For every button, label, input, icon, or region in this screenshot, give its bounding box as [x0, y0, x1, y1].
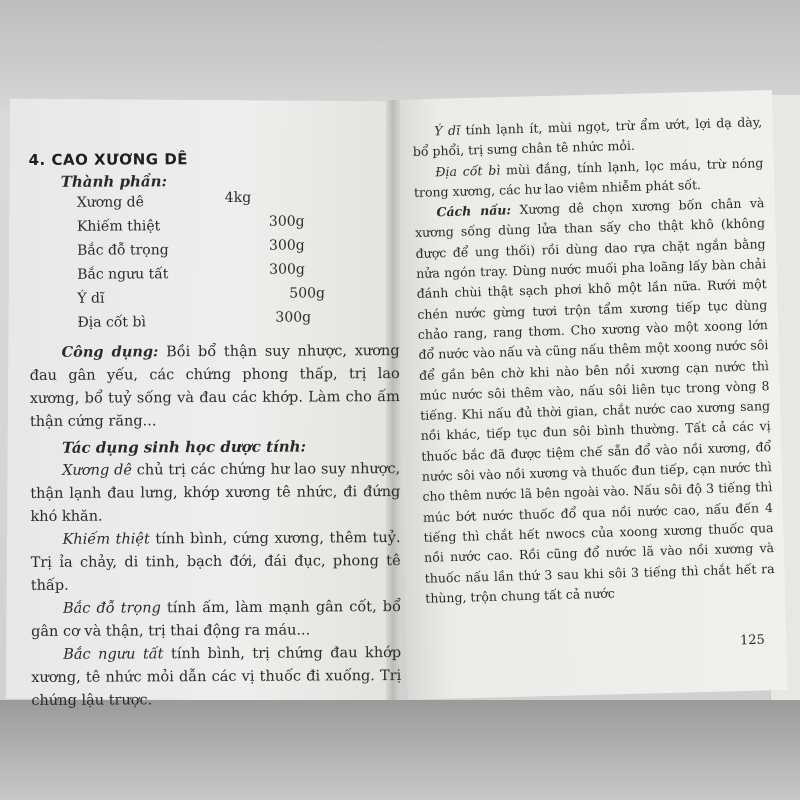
ingredients-heading: Thành phần: — [60, 172, 168, 191]
herb-name: Ý dĩ — [434, 122, 461, 139]
herb-paragraph — [30, 458, 400, 529]
herb-text: tính bình, trị chứng đau khớp xương, tê nhức mỏi dẫn các vị thuốc đi xuống. Trị chứng lậu trược. — [31, 645, 402, 709]
ingredient-qty: 500g — [289, 285, 326, 302]
ingredient-row — [77, 189, 399, 215]
method-text: Xương dê chọn xương bốn chân và xương sống dùng lửa than sấy cho thật khô (không được để ung thối) rồi dùng dao rựa chặt ngắn bằng nửa ngón tray. Dùng nước muối pha loãng lấy bàn chải đánh chùi thật sạch phơi khô một lần nữa. Rưới một chén nước gừng tươi trộn tẩm xương tiếp tục dùng chảo rang, rang thơm. Cho xương vào một xoong lớn đổ nước vào nấu và cũng nấu thêm một xoong nước sôi để gần bên chờ khi nào bên nồi xương cạn nước thì múc nước sôi thêm vào, nấu sôi liên tục trong vòng 8 tiếng. Khi nấu đủ thời gian, chắt nước cao xương sang nồi khác, tiếp tục đun sôi bình thường. Tất cả các vị thuốc bắc đã được tiệm chế sẵn đổ vào nồi xương, đổ nước sôi vào nồi xương và thuốc đun tiếp, cạn nước thì cho thêm nước lã bên ngoài vào. Nấu sôi độ 3 tiếng thì múc bớt nước thuốc đổ qua nồi nước cao, nấu đến 4 tiếng thì chắt hết nwocs của xoong xương thuốc qua nồi nước cao. Rồi cũng đổ nước lã vào nồi xương và thuốc nấu lần thứ 3 sau khi sôi 3 tiếng thì chắt hết ra thùng, trộn chung tất cả nước — [414, 195, 775, 606]
ingredient-row — [77, 285, 399, 311]
ingredient-name: Địa cốt bì — [77, 314, 146, 331]
uses-label: Công dụng: — [61, 343, 159, 361]
ingredient-row — [77, 309, 399, 335]
section-title: 4. CAO XƯƠNG DÊ — [28, 150, 189, 169]
herb-paragraph — [31, 596, 401, 644]
herb-text: tính bình, cứng xương, thêm tuỷ. Trị ỉa chảy, di tinh, bạch đới, đái đục, phong tê thấp. — [30, 530, 401, 594]
ingredient-qty: 300g — [275, 309, 312, 326]
ingredient-qty: 300g — [268, 237, 305, 254]
herb-name: Bắc ngưu tất — [63, 646, 164, 663]
ingredient-row — [77, 237, 399, 263]
page-number: 125 — [739, 632, 766, 649]
ingredient-name: Bắc đỗ trọng — [77, 242, 169, 259]
left-page-content — [29, 149, 402, 713]
herb-text: chủ trị các chứng hư lao suy nhược, thận lạnh đau lưng, khớp xương tê nhức, đi đứng khó khăn. — [30, 461, 401, 525]
herb-paragraph — [31, 642, 401, 713]
ingredient-name: Ý dĩ — [77, 290, 105, 307]
ingredient-name: Khiếm thiệt — [76, 218, 161, 235]
ingredient-row — [77, 261, 399, 287]
herb-name: Bắc đỗ trọng — [62, 600, 161, 617]
background-bottom — [0, 700, 800, 800]
herb-text: tính ấm, làm mạnh gân cốt, bổ gân cơ và thận, trị thai động ra máu... — [31, 599, 401, 640]
ingredient-row — [77, 213, 399, 239]
herb-name: Xương dê — [62, 462, 132, 479]
ingredient-qty: 4kg — [224, 189, 252, 206]
herb-paragraph — [31, 527, 401, 598]
method-paragraph — [414, 193, 775, 609]
ingredient-qty: 300g — [268, 213, 305, 230]
herb-name: Khiếm thiệt — [62, 531, 150, 548]
bio-heading: Tác dụng sinh học dược tính: — [62, 437, 307, 457]
right-page-content — [412, 112, 775, 609]
herb-text: mùi đắng, tính lạnh, lọc máu, trừ nóng trong xương, các hư lao viêm nhiễm phát sốt. — [413, 154, 764, 200]
herb-name: Địa cốt bì — [435, 162, 501, 179]
uses-text: Bồi bổ thận suy nhược, xương đau gân yếu, các chứng phong thấp, trị lao xương, bổ tuỷ sống và đau các khớp. Làm cho ấm thận cứng răng... — [29, 343, 400, 430]
ingredient-qty: 300g — [269, 261, 305, 278]
ingredient-name: Bắc ngưu tất — [77, 266, 169, 283]
herb-text: tính lạnh ít, mùi ngọt, trừ ẩm ướt, lợi dạ dày, bổ phổi, trị sưng chân tê nhức mỏi. — [412, 114, 763, 160]
method-label: Cách nấu: — [436, 202, 512, 220]
ingredient-name: Xương dê — [76, 194, 144, 211]
uses-paragraph — [30, 339, 400, 434]
